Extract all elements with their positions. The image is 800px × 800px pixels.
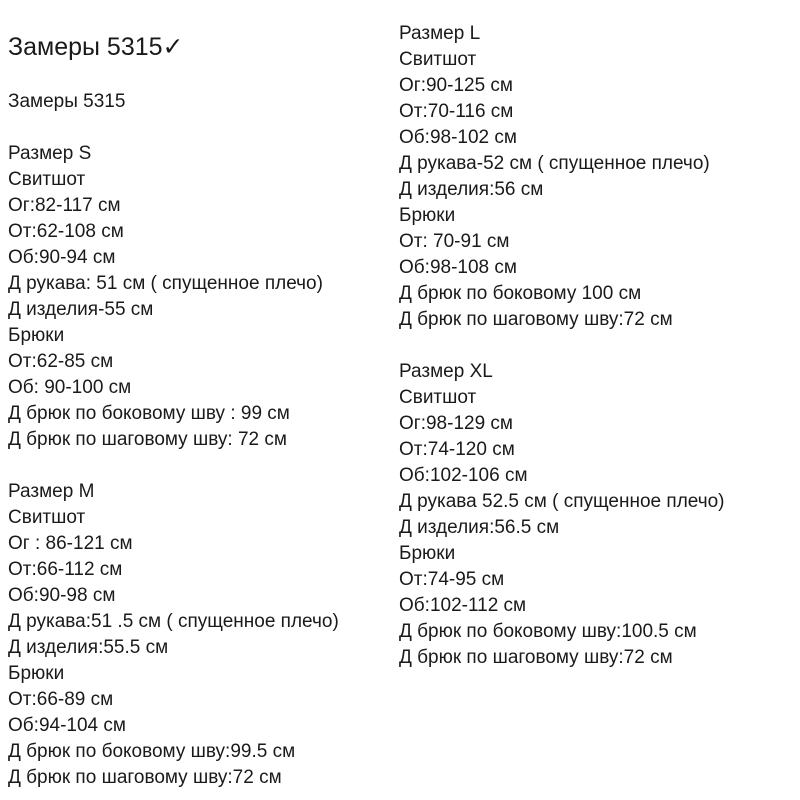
text-line: Д брюк по шаговому шву:72 см [8,767,282,788]
text-line: Ог : 86-121 см [8,533,133,554]
text-line: Д брюк по боковому шву : 99 см [8,403,290,424]
text-line: Свитшот [399,387,477,408]
text-line: Об:98-108 см [399,257,517,278]
spacer [8,115,339,141]
text-line: Д брюк по шаговому шву: 72 см [8,429,287,450]
text-line: Ог:98-129 см [399,413,513,434]
text-line: Брюки [8,663,65,684]
right-column [399,21,725,671]
text-line: Об:102-112 см [399,595,527,616]
text-line: Д рукава:51 .5 см ( спущенное плечо) [8,611,339,632]
text-line: От:62-85 см [8,351,114,372]
text-line: Д брюк по боковому 100 см [399,283,642,304]
text-line: Д изделия:56.5 см [399,517,560,538]
text-line: От:74-95 см [399,569,505,590]
text-line: Д брюк по шаговому шву:72 см [399,309,673,330]
text-line: Д рукава: 51 см ( спущенное плечо) [8,273,323,294]
text-line: Брюки [399,205,456,226]
text-line: Брюки [399,543,456,564]
spacer [8,453,339,479]
text-line: Д изделия-55 см [8,299,154,320]
text-line: Ог:82-117 см [8,195,121,216]
text-line: Об:90-94 см [8,247,116,268]
text-line: Свитшот [8,507,86,528]
text-line: Д изделия:56 см [399,179,544,200]
text-line: От: 70-91 см [399,231,510,252]
text-line: Размер M [8,481,95,502]
text-line: Д рукава-52 см ( спущенное плечо) [399,153,710,174]
text-line: От:62-108 см [8,221,124,242]
text-line: Ог:90-125 см [399,75,513,96]
text-line: Об: 90-100 см [8,377,132,398]
text-line: Размер L [399,23,481,44]
text-line: От:66-89 см [8,689,114,710]
text-line: От:66-112 см [8,559,123,580]
text-line: Размер XL [399,361,493,382]
text-line: Об:90-98 см [8,585,116,606]
text-line: Д брюк по боковому шву:100.5 см [399,621,697,642]
text-line: Свитшот [399,49,477,70]
text-line: Об:98-102 см [399,127,517,148]
text-line: Свитшот [8,169,86,190]
text-line: Замеры 5315 [8,91,126,112]
text-line: Д изделия:55.5 см [8,637,169,658]
text-line: От:70-116 см [399,101,514,122]
text-line: Д брюк по боковому шву:99.5 см [8,741,296,762]
text-line: Об:94-104 см [8,715,126,736]
left-column [8,89,339,791]
text-line: От:74-120 см [399,439,515,460]
text-line: Брюки [8,325,65,346]
text-line: Размер S [8,143,92,164]
text-line: Д рукава 52.5 см ( спущенное плечо) [399,491,725,512]
text-line: Д брюк по шаговому шву:72 см [399,647,673,668]
spacer [399,333,725,359]
text-line: Об:102-106 см [399,465,528,486]
document-title: Замеры 5315✓ [8,33,184,61]
